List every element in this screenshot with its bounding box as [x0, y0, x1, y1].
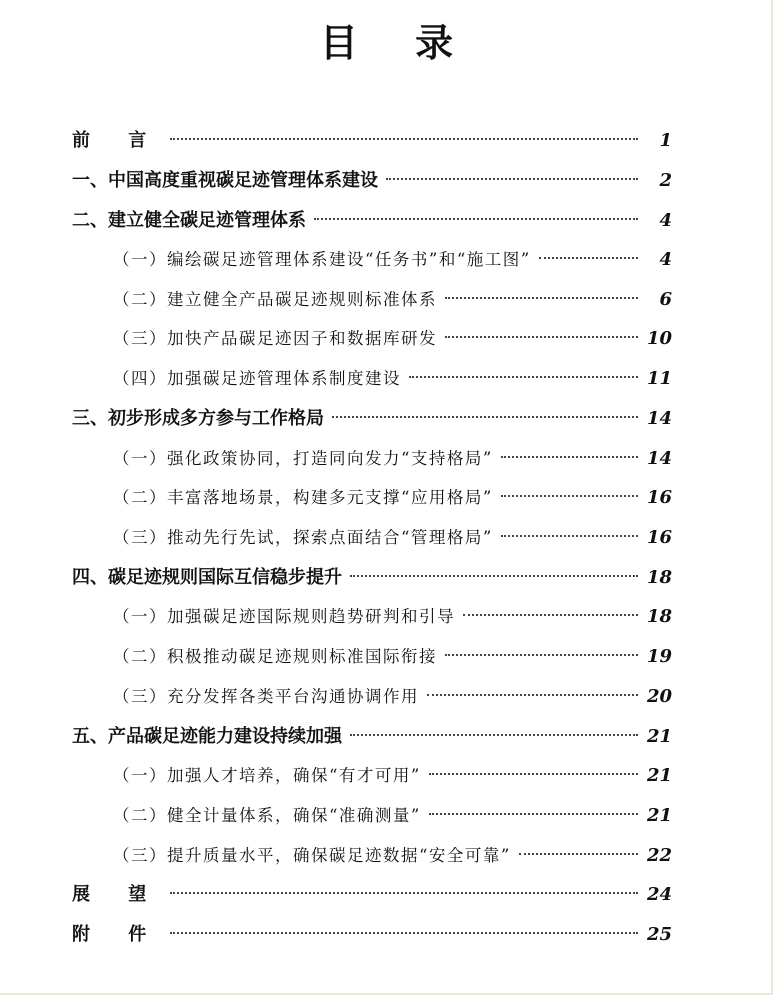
toc-label: 前 言 [72, 130, 163, 151]
dot-leader [429, 773, 638, 775]
toc-label: 三、初步形成多方参与工作格局 [72, 408, 324, 429]
toc-page-number: 19 [646, 646, 672, 667]
toc-label: （一）强化政策协同，打造同向发力“支持格局” [113, 449, 493, 468]
toc-entry-section-5[interactable] [72, 719, 672, 755]
toc-entry-3-2[interactable] [113, 480, 672, 516]
dot-leader [445, 297, 638, 299]
toc-entry-section-3[interactable] [72, 401, 672, 437]
toc-entry-appendix[interactable] [72, 917, 672, 953]
dot-leader [386, 178, 638, 180]
toc-entry-4-2[interactable] [113, 639, 672, 675]
toc-label: （二）建立健全产品碳足迹规则标准体系 [113, 290, 437, 309]
toc-label: （一）加强碳足迹国际规则趋势研判和引导 [113, 607, 455, 626]
dot-leader [409, 376, 638, 378]
toc-label: （二）丰富落地场景，构建多元支撑“应用格局” [113, 488, 493, 507]
toc-label: （三）充分发挥各类平台沟通协调作用 [113, 687, 419, 706]
toc-label: （一）加强人才培养，确保“有才可用” [113, 766, 421, 785]
toc-label: 展 望 [72, 884, 163, 905]
toc-page-number: 18 [646, 567, 672, 588]
dot-leader [314, 218, 638, 220]
toc-entry-outlook[interactable] [72, 877, 672, 913]
dot-leader [445, 336, 638, 338]
toc-page-number: 24 [646, 884, 672, 905]
toc-page-number: 22 [646, 845, 672, 866]
toc-entry-2-4[interactable] [113, 361, 672, 397]
toc-entry-4-3[interactable] [113, 679, 672, 715]
toc-entry-section-4[interactable] [72, 560, 672, 596]
toc-label: 一、中国高度重视碳足迹管理体系建设 [72, 170, 378, 191]
toc-label: 五、产品碳足迹能力建设持续加强 [72, 726, 342, 747]
dot-leader [539, 257, 638, 259]
toc-entry-2-1[interactable] [113, 242, 672, 278]
toc-entry-3-3[interactable] [113, 520, 672, 556]
toc-label: （二）健全计量体系，确保“准确测量” [113, 806, 421, 825]
toc-page-number: 14 [646, 448, 672, 469]
toc-entry-5-2[interactable] [113, 798, 672, 834]
toc-page-number: 25 [646, 924, 672, 945]
dot-leader [445, 654, 638, 656]
toc-page-number: 20 [646, 686, 672, 707]
toc-page-number: 14 [646, 408, 672, 429]
dot-leader [429, 813, 638, 815]
toc-page-number: 16 [646, 487, 672, 508]
toc-page-number: 21 [646, 726, 672, 747]
toc-label: （三）加快产品碳足迹因子和数据库研发 [113, 329, 437, 348]
dot-leader [463, 614, 638, 616]
dot-leader [170, 138, 638, 140]
toc-page-number: 21 [646, 765, 672, 786]
dot-leader [170, 932, 638, 934]
toc-page-number: 1 [659, 130, 672, 151]
toc-label: 附 件 [72, 924, 163, 945]
dot-leader [350, 734, 638, 736]
toc-page-number: 6 [659, 289, 672, 310]
toc-label: （三）提升质量水平，确保碳足迹数据“安全可靠” [113, 846, 511, 865]
toc-entry-section-2[interactable] [72, 203, 672, 239]
dot-leader [501, 495, 638, 497]
toc-page-number: 2 [659, 170, 672, 191]
toc-entry-3-1[interactable] [113, 441, 672, 477]
toc-page-number: 11 [646, 368, 672, 389]
toc-label: 四、碳足迹规则国际互信稳步提升 [72, 567, 342, 588]
dot-leader [332, 416, 638, 418]
toc-label: （三）推动先行先试，探索点面结合“管理格局” [113, 528, 493, 547]
toc-label: （一）编绘碳足迹管理体系建设“任务书”和“施工图” [113, 250, 531, 269]
dot-leader [501, 535, 638, 537]
dot-leader [350, 575, 638, 577]
toc-page-number: 21 [646, 805, 672, 826]
toc-entry-4-1[interactable] [113, 599, 672, 635]
toc-page-number: 10 [646, 328, 672, 349]
page-title: 目 录 [319, 21, 476, 65]
dot-leader [519, 853, 638, 855]
dot-leader [427, 694, 638, 696]
toc-page-number: 16 [646, 527, 672, 548]
toc-page-number: 4 [659, 210, 672, 231]
toc-entry-2-2[interactable] [113, 282, 672, 318]
toc-page-number: 4 [659, 249, 672, 270]
toc-label: （四）加强碳足迹管理体系制度建设 [113, 369, 401, 388]
dot-leader [170, 892, 638, 894]
toc-entry-5-1[interactable] [113, 758, 672, 794]
toc-label: 二、建立健全碳足迹管理体系 [72, 210, 306, 231]
toc-label: （二）积极推动碳足迹规则标准国际衔接 [113, 647, 437, 666]
toc-page-number: 18 [646, 606, 672, 627]
dot-leader [501, 456, 638, 458]
toc-entry-preface[interactable] [72, 123, 672, 159]
toc-entry-section-1[interactable] [72, 163, 672, 199]
toc-entry-2-3[interactable] [113, 321, 672, 357]
toc-entry-5-3[interactable] [113, 838, 672, 874]
